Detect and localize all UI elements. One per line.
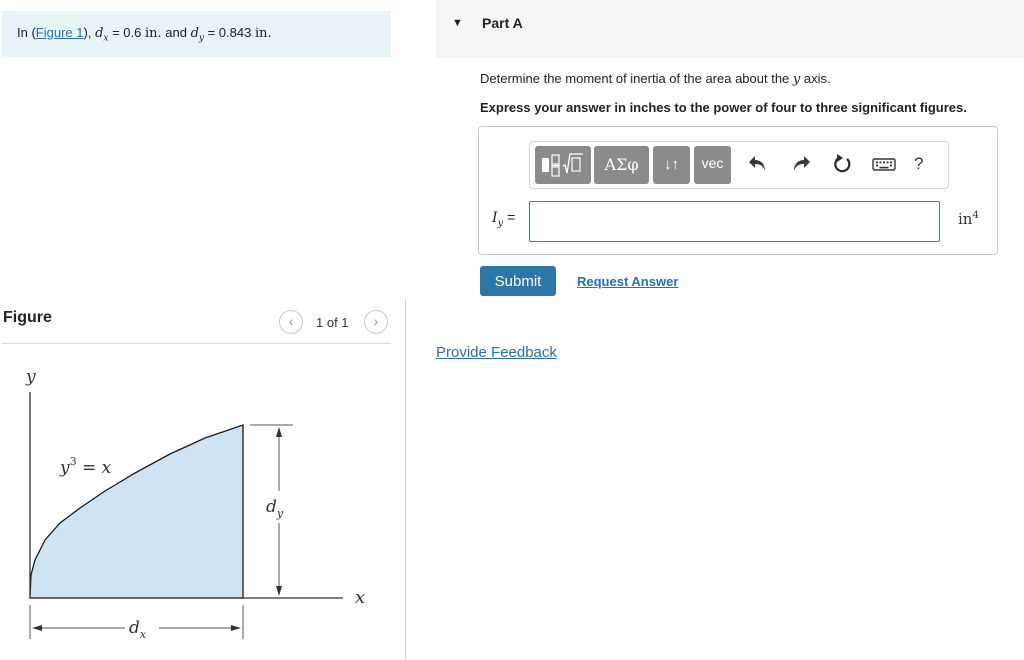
part-title: Part A <box>482 15 523 31</box>
dx-label-d: d <box>129 618 140 638</box>
figure-prev-button[interactable] <box>279 310 303 334</box>
question-post: axis. <box>800 71 831 86</box>
problem-mid: ), <box>83 25 96 40</box>
collapse-caret-icon[interactable]: ▼ <box>452 17 463 29</box>
answer-instruction: Express your answer in inches to the power of four to three significant figures. <box>480 100 967 115</box>
figure-title: Figure <box>3 309 52 326</box>
curve-rhs: = x <box>76 458 112 478</box>
question-pre: Determine the moment of inertia of the area about the <box>480 71 793 86</box>
answer-label-eq: = <box>503 209 516 225</box>
arrows-button[interactable]: ↓↑ <box>653 146 690 184</box>
submit-button[interactable]: Submit <box>480 266 556 296</box>
answer-unit: in <box>958 210 973 228</box>
problem-prefix: In ( <box>17 25 36 40</box>
curve-base: y <box>60 458 70 478</box>
chevron-right-icon: › <box>373 313 379 329</box>
dy-symbol: d <box>190 26 199 41</box>
x-axis-label: x <box>355 587 366 608</box>
answer-input[interactable] <box>529 201 940 242</box>
dy-label-d: d <box>266 497 277 517</box>
dy-label-sub: y <box>276 507 284 520</box>
help-icon[interactable]: ? <box>914 154 924 173</box>
templates-button[interactable] <box>535 146 591 184</box>
keyboard-icon[interactable] <box>870 150 898 178</box>
dx-subscript: x <box>103 33 109 44</box>
dy-equals: = 0.843 <box>203 25 255 40</box>
answer-unit-exp: 4 <box>972 210 979 221</box>
answer-label-symbol: I <box>492 210 498 226</box>
shaded-region <box>30 425 243 598</box>
dx-equals: = 0.6 <box>108 25 145 40</box>
figure-next-button[interactable] <box>364 310 388 334</box>
answer-units <box>958 210 979 228</box>
question-text <box>480 71 831 87</box>
answer-label-sub: y <box>497 217 504 229</box>
dx-arrow-left <box>32 625 42 631</box>
problem-statement <box>2 11 391 57</box>
answer-label <box>492 209 515 229</box>
undo-icon[interactable] <box>745 150 773 178</box>
reset-icon[interactable] <box>828 150 856 178</box>
figure-link[interactable]: Figure 1 <box>35 25 84 40</box>
request-answer-link[interactable]: Request Answer <box>577 274 679 289</box>
curve-equation <box>59 455 112 478</box>
templates-icon <box>535 146 591 184</box>
chevron-left-icon: ‹ <box>288 313 294 329</box>
redo-icon[interactable] <box>786 150 814 178</box>
y-axis-label: y <box>26 367 36 387</box>
column-divider <box>405 300 406 660</box>
dx-unit: in. <box>144 26 162 41</box>
figure-diagram <box>0 355 400 655</box>
dy-arrow-top <box>276 427 282 437</box>
dy-subscript: y <box>198 33 204 44</box>
dx-symbol: d <box>95 26 104 41</box>
problem-and: and <box>161 25 191 40</box>
provide-feedback-link[interactable]: Provide Feedback <box>436 344 557 361</box>
dx-label-sub: x <box>139 628 147 641</box>
vector-button[interactable]: vec <box>694 146 731 184</box>
dy-arrow-bottom <box>276 586 282 596</box>
figure-pager: 1 of 1 <box>316 315 349 330</box>
figure-separator <box>2 343 391 344</box>
question-var: y <box>792 72 801 87</box>
curve-exponent: 3 <box>69 455 77 468</box>
dx-arrow-right <box>231 625 241 631</box>
greek-symbols-button[interactable]: ΑΣφ <box>594 146 649 184</box>
dy-unit: in. <box>254 26 272 41</box>
part-a-header[interactable] <box>436 0 1024 58</box>
